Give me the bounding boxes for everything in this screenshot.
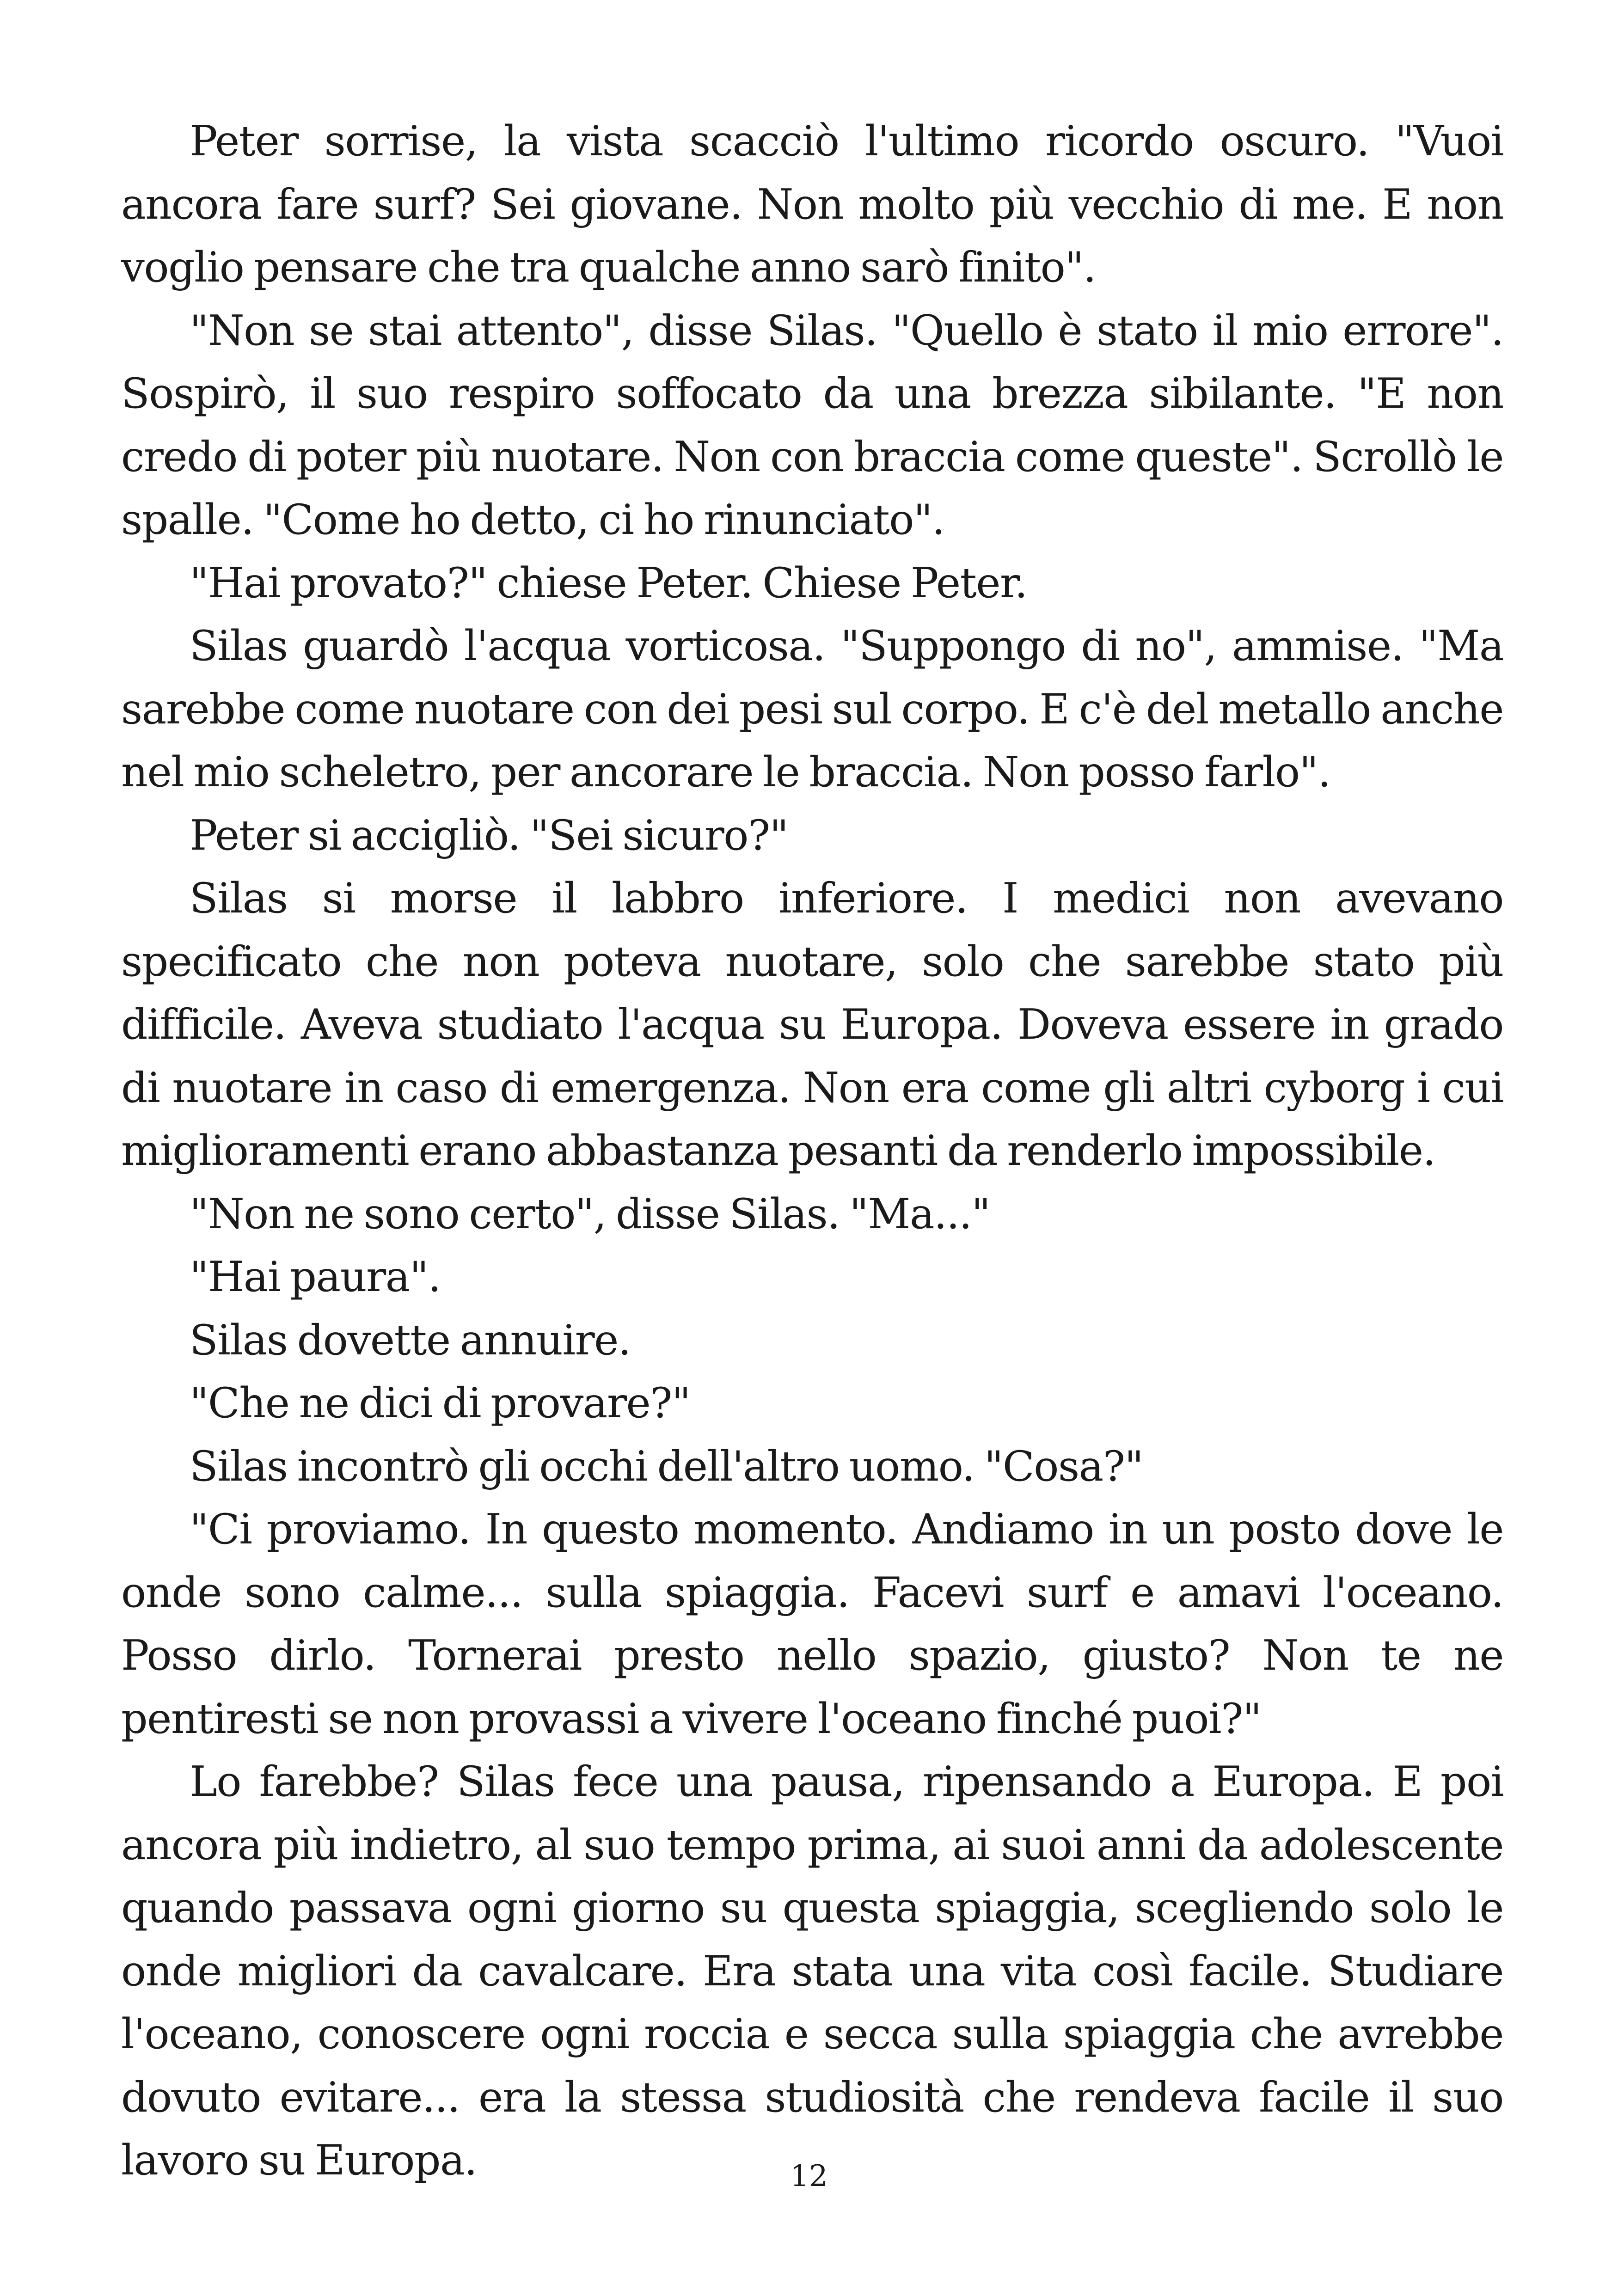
paragraph: "Non se stai attento", disse Silas. "Quello è stato il mio errore". Sospirò, il suo respiro soffocato da una brezza sibilante. "E non credo di poter più nuotare. Non con braccia come queste". Scrollò le spalle. "Come ho detto, ci ho rinunciato".	[121, 306, 1503, 544]
paragraph: Silas si morse il labbro inferiore. I medici non avevano specificato che non poteva nuotare, solo che sarebbe stato più difficile. Aveva studiato l'acqua su Europa. Doveva essere in grado di nuotare in caso di emergenza. Non era come gli altri cyborg i cui miglioramenti erano abbastanza pesanti da renderlo impossibile.	[121, 874, 1503, 1175]
paragraph: Peter sorrise, la vista scacciò l'ultimo ricordo oscuro. "Vuoi ancora fare surf? Sei giovane. Non molto più vecchio di me. E non voglio pensare che tra qualche anno sarò finito".	[121, 117, 1503, 292]
paragraph: Peter si accigliò. "Sei sicuro?"	[190, 811, 788, 860]
paragraph: "Ci proviamo. In questo momento. Andiamo in un posto dove le onde sono calme... sulla spiaggia. Facevi surf e amavi l'oceano. Posso dirlo. Tornerai presto nello spazio, giusto? Non te ne pentiresti se non provassi a vivere l'oceano finché puoi?"	[121, 1505, 1503, 1743]
paragraph: "Hai paura".	[190, 1253, 441, 1301]
paragraph: Silas guardò l'acqua vorticosa. "Suppongo di no", ammise. "Ma sarebbe come nuotare con dei pesi sul corpo. E c'è del metallo anche nel mio scheletro, per ancorare le braccia. Non posso farlo".	[121, 622, 1503, 796]
paragraph: "Che ne dici di provare?"	[190, 1379, 690, 1427]
paragraph: "Hai provato?" chiese Peter. Chiese Peter.	[190, 558, 1027, 607]
page-number: 12	[790, 2159, 828, 2193]
body-text	[121, 110, 1503, 2192]
paragraph: "Non ne sono certo", disse Silas. "Ma..."	[190, 1189, 990, 1238]
paragraph: Lo farebbe? Silas fece una pausa, ripensando a Europa. E poi ancora più indietro, al suo tempo prima, ai suoi anni da adolescente quando passava ogni giorno su questa spiaggia, scegliendo solo le onde migliori da cavalcare. Era stata una vita così facile. Studiare l'oceano, conoscere ogni roccia e secca sulla spiaggia che avrebbe dovuto evitare... era la stessa studiosità che rendeva facile il suo lavoro su Europa.	[121, 1757, 1503, 2185]
paragraph: Silas dovette annuire.	[190, 1316, 631, 1365]
paragraph: Silas incontrò gli occhi dell'altro uomo. "Cosa?"	[190, 1442, 1143, 1491]
